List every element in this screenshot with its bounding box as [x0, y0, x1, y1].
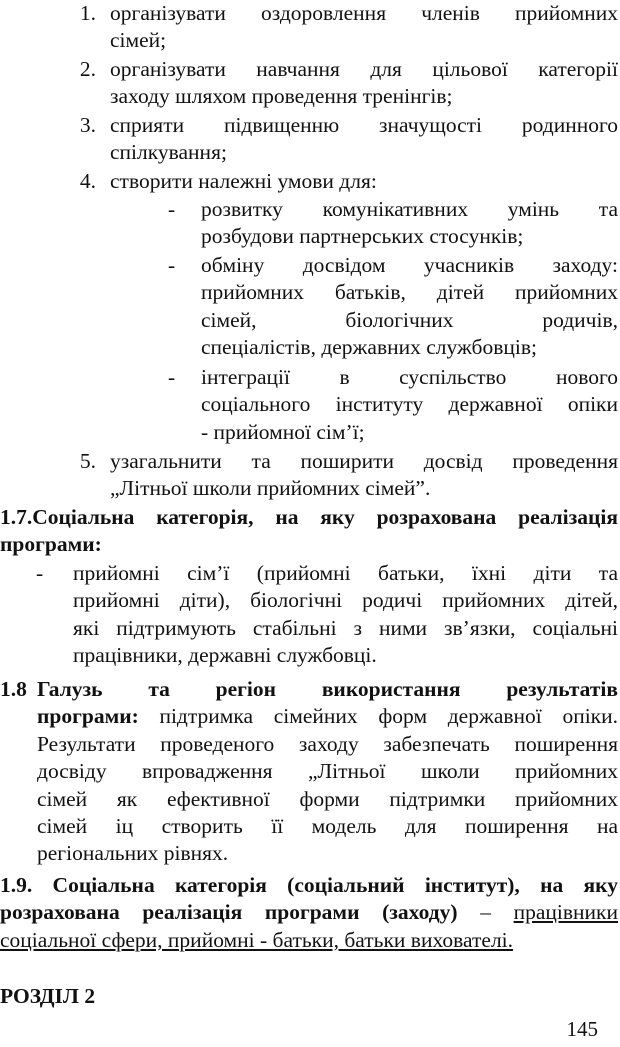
list-number-1: 1.: [79, 1, 96, 25]
section-1-7-dash: -: [36, 561, 44, 585]
section-1-7-heading: 1.7.Соціальна категорія, на яку розрахована реалізація: [0, 505, 618, 529]
section-1-8-heading-cont: програми:: [37, 704, 139, 729]
list-item-line: сімей;: [110, 28, 167, 53]
list-item-line: організувати навчання для цільової категорії: [110, 57, 618, 81]
section-1-7-body: [73, 560, 618, 670]
section-1-9: [0, 872, 618, 954]
body-line: прийомні діти), біологічні родичі прийомних дітей,: [73, 588, 618, 613]
list-item-line: організувати оздоровлення членів прийомних: [110, 1, 618, 25]
list-number-2: 2.: [79, 57, 96, 81]
list-number-4: 4.: [79, 169, 96, 193]
body-line: які підтримують стабільні з ними зв’язки, соціальні: [73, 615, 618, 640]
section-1-9-heading-line2: [0, 899, 618, 926]
list-item-2: [110, 56, 618, 111]
list-item-1: [110, 0, 618, 55]
list-item-line: спілкування;: [110, 140, 227, 165]
section-1-9-dash: –: [457, 900, 514, 925]
sub-item-dash: -: [168, 365, 176, 389]
sub-item-line: розвитку комунікативних умінь та: [201, 197, 618, 221]
section-1-8-number: 1.8: [0, 677, 27, 701]
section-1-7: [0, 504, 618, 559]
sub-item-line: спеціалістів, державних службовців;: [201, 335, 537, 360]
sub-item-2: [201, 252, 618, 362]
section-1-8-heading: Галузь та регіон використання результатів: [37, 677, 618, 701]
section-1-8: [37, 676, 618, 868]
list-number-5: 5.: [79, 449, 96, 473]
section-title: РОЗДІЛ 2: [0, 984, 96, 1008]
body-line: досвіду впровадження „Літньої школи прийомних: [37, 759, 618, 784]
sub-item-line: обміну досвідом учасників заходу:: [201, 253, 618, 277]
sub-item-line: сімей, біологічних родичів,: [201, 307, 618, 332]
sub-item-line: - прийомної сім’ї;: [201, 419, 365, 444]
body-line: прийомні сім’ї (прийомні батьки, їхні діти та: [73, 561, 618, 585]
section-1-9-heading-cont: розрахована реалізація програми (заходу): [0, 900, 458, 925]
body-line: сімей іц створить її модель для поширення на: [37, 813, 618, 838]
section-1-9-underlined-cont: соціальної сфери, прийомні - батьки, батьки вихователі.: [0, 927, 514, 952]
sub-item-dash: -: [168, 253, 176, 277]
sub-item-dash: -: [168, 197, 176, 221]
list-item-line: узагальнити та поширити досвід проведення: [110, 449, 618, 473]
section-1-7-heading-cont: програми:: [0, 532, 102, 557]
list-item-line: створити належні умови для:: [110, 169, 377, 193]
sub-item-1: [201, 196, 618, 251]
sub-item-3: [201, 364, 618, 446]
sub-item-line: розбудови партнерських стосунків;: [201, 224, 524, 249]
list-item-3: [110, 112, 618, 167]
page-number: 145: [566, 1017, 598, 1041]
body-line: працівники, державні службовці.: [73, 643, 377, 668]
sub-item-line: інтеграції в суспільство нового: [201, 365, 618, 389]
list-item-line: заходу шляхом проведення тренінгів;: [110, 84, 453, 109]
section-1-9-underlined: працівники: [513, 900, 618, 925]
list-number-3: 3.: [79, 113, 96, 137]
sub-item-line: соціального інституту державної опіки: [201, 392, 618, 417]
body-line: Результати проведеного заходу забезпечать поширення: [37, 731, 618, 756]
section-1-9-heading: 1.9. Соціальна категорія (соціальний інститут), на яку: [0, 873, 618, 897]
sub-item-line: прийомних батьків, дітей прийомних: [201, 280, 618, 305]
body-line: сімей як ефективної форми підтримки прийомних: [37, 786, 618, 811]
section-1-8-inline-text: підтримка сімейних форм державної опіки.: [138, 704, 618, 729]
list-item-4: [110, 168, 618, 195]
list-item-line: „Літньої школи прийомних сімей”.: [110, 476, 431, 501]
list-item-5: [110, 448, 618, 503]
body-line: регіональних рівнях.: [37, 841, 229, 866]
list-item-line: сприяти підвищенню значущості родинного: [110, 113, 618, 137]
section-1-8-heading-line2: [37, 703, 618, 730]
